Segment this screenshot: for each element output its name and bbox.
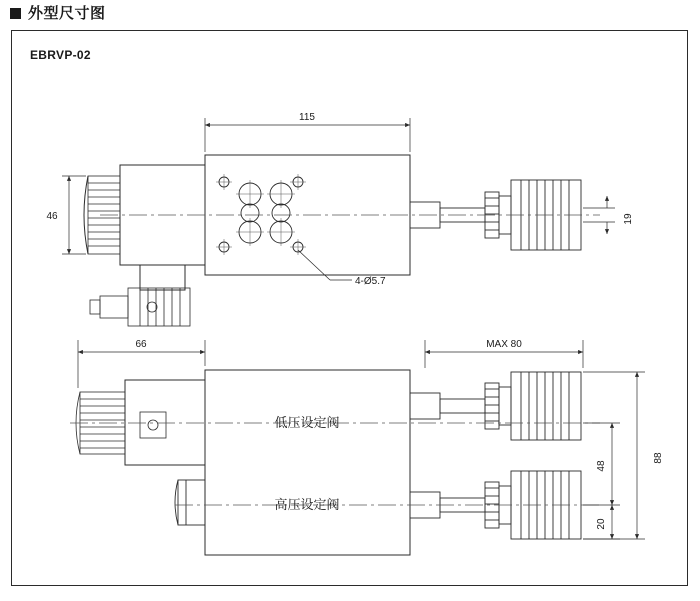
label-low-pressure-valve: 低压设定阀 — [274, 416, 340, 431]
dim-height-48: 48 — [596, 460, 607, 472]
front-view-body — [76, 370, 581, 555]
dim-height-46: 46 — [46, 211, 58, 222]
dim-height-88: 88 — [653, 452, 664, 464]
model-label: EBRVP-02 — [30, 48, 91, 62]
top-view-body — [84, 155, 581, 326]
label-high-pressure-valve: 高压设定阀 — [274, 498, 340, 513]
dim-right-19: 19 — [623, 213, 634, 225]
note-hole-callout: 4-Ø5.7 — [355, 276, 386, 287]
dim-max-80: MAX 80 — [486, 339, 522, 350]
dim-width-66: 66 — [135, 339, 147, 350]
dim-height-20: 20 — [596, 518, 607, 530]
page-title: 外型尺寸图 — [28, 5, 106, 22]
dim-width-115: 115 — [299, 112, 315, 123]
